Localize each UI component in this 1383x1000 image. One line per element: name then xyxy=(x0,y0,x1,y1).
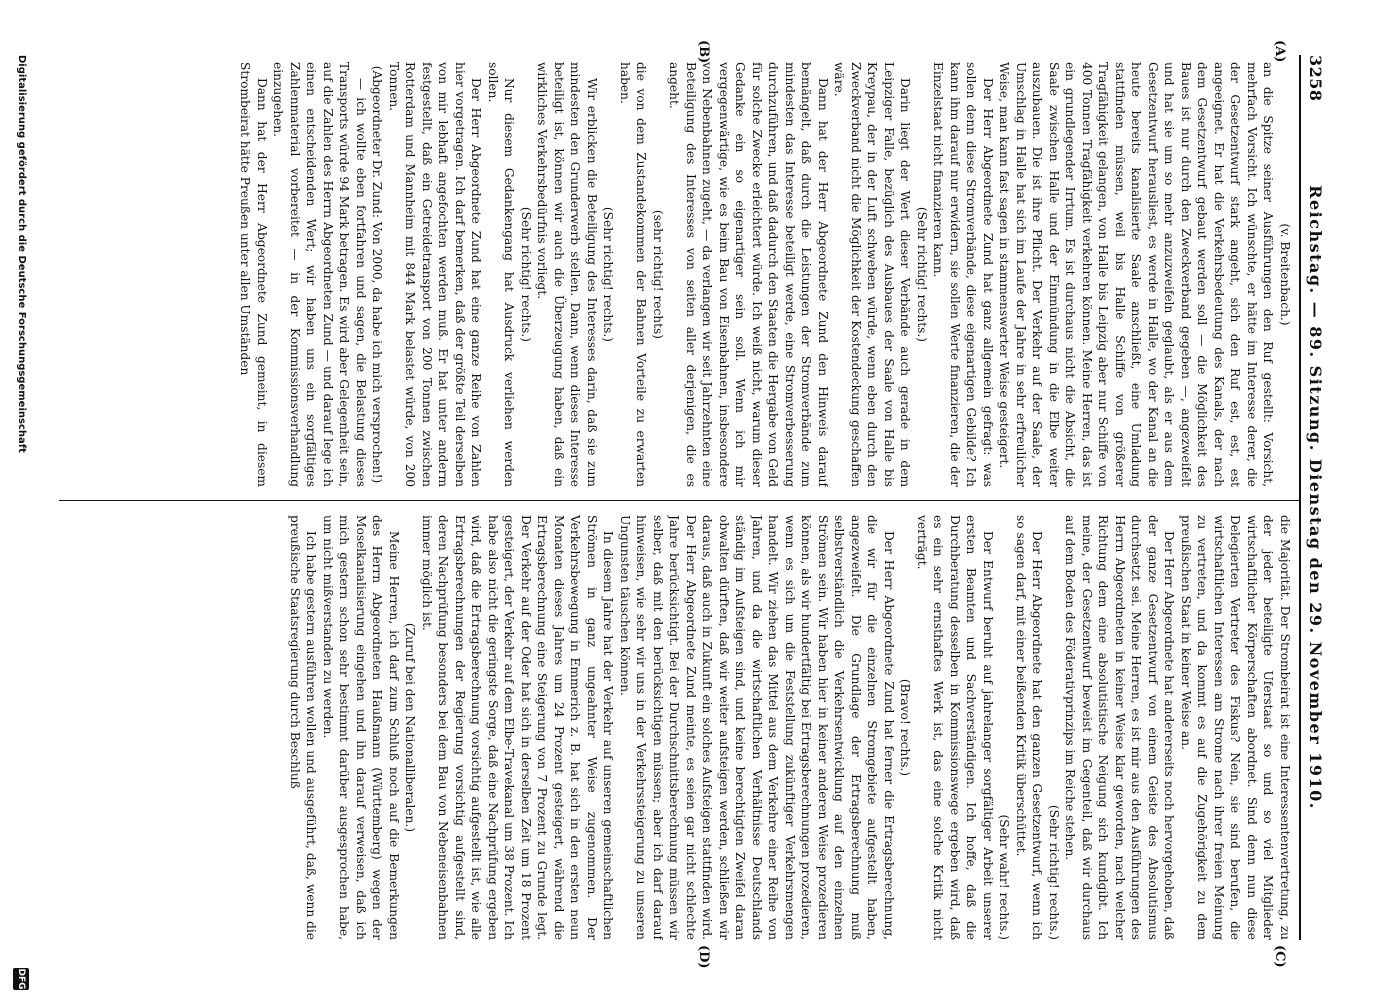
header-rule xyxy=(1299,55,1301,940)
page-header xyxy=(1303,55,1325,940)
interjection: (Sehr richtig! rechts.) xyxy=(519,206,533,343)
interjection: (Sehr richtig! rechts.) xyxy=(601,206,616,343)
paragraph: die Majorität. Der Strombeirat ist eine Interessentenvertretung, zu der jeder beteiligte Uferstaat so und so viel Mitglieder wirtschaftlicher Körperschaften abordnet. Sind denn nun diese Delegierten Vertreter des Fiskus? Nein, sie sind berufen, die wirtschaftlichen Interessen am Strome nach ihrer freien Meinung zu vertreten, und da kommt es auf die Zugehörigkeit zu dem preußischen Staat in keiner Weise an. xyxy=(1179,515,1292,940)
margin-mark-c: (C) xyxy=(1272,945,1287,968)
interjection: (Sehr richtig! rechts.) xyxy=(915,206,929,343)
paragraph: Der Herr Abgeordnete hat andererseits noch hervorgehoben, daß der ganze Gesetzentwurf von einem Geiste des Absolutismus durchsetzt sei. Meine Herren, es ist mir aus den Ausführungen des Herrn Abgeordneten in keiner Weise klar geworden, nach welcher Richtung dem eine absolutistische Neigung sich kundgibt. Ich meine, der Gesetzentwurf beweist im Gegenteil, daß wir durchaus auf dem Boden des Föderativprinzips im Reiche stehen. xyxy=(1063,515,1177,940)
margin-mark-b: (B) xyxy=(696,40,711,64)
paragraph: Darin liegt der Wert dieser Verbände auch gerade in dem Leipziger Falle, bezüglich des Ausbaues der Saale von Halle bis Kreypau, der in der Luft schweben würde, wenn eben durch den Zweckverband nicht die Möglichkeit der Kostendeckung geschaffen wäre. xyxy=(832,62,913,487)
page-number: 3258 xyxy=(1306,55,1325,102)
paragraph: Nur diesem Gedankengang hat Ausdruck verliehen werden sollen. xyxy=(486,62,517,487)
left-text-column xyxy=(63,62,1293,487)
paragraph: Ich habe gestern ausführen wollen und ausgeführt, daß, wenn die preußische Staatsregierung durch Beschluß xyxy=(288,515,319,940)
page-title: Reichstag. — 89. Sitzung. Dienstag den 29. November 1910. xyxy=(1306,185,1325,810)
right-text-column xyxy=(63,515,1293,940)
column-divider xyxy=(59,500,1299,501)
interjection: (Zuruf bei den Nationalliberalen.) xyxy=(403,622,418,833)
interjection: (Sehr richtig! rechts.) xyxy=(1047,804,1061,940)
paragraph: Meine Herren, ich darf zum Schluß noch auf die Bemerkungen des Herrn Abgeordneten Haußmann (Württemberg) wegen der Moselkanalisierung eingehen und ihn darauf verweisen, daß ich mich gestern schon sehr bestimmt darüber ausgesprochen habe, um nicht mißverstanden zu werden. xyxy=(321,515,401,940)
paragraph: Der Herr Abgeordnete Zund hat ferner die Ertragsberechnung, die wir für die einzelnen Stromgebiete aufgestellt haben, angezweifelt. Die Grundlage der Ertragsberechnung muß selbstverständlich die Verkehrsentwicklung auf den einzelnen Strömen sein. Wir haben hier in keiner anderen Weise prozedieren können, als wir hundertfältig bei Ertragsberechnungen prozedieren, wenn es sich um die Feststellung zukünftiger Verkehrsmengen handelt. Wir ziehen das Mittel aus dem Verkehre einer Reihe von Jahren, und da die wirtschaftlichen Verhältnisse Deutschlands ständig im Aufsteigen sind, und keine berechtigten Zweifel daran obwalten dürften, daß wir weiter aufsteigen werden, schließen wir daraus, daß auch in Zukunft ein solches Aufsteigen stattfinden wird. Der Herr Abgeordnete Zund meinte, es seien gar nicht schlechte Jahre berücksichtigt. Bei der Durchschnittsberechnung müssen wir selber, daß mit den berücksichtigen müssen; aber ich darf darauf hinweisen, wie sehr wir uns in der Verkehrssteigerung zu unseren Ungunsten täuschen können. xyxy=(618,515,896,940)
paragraph: — ich wollte eben fortfahren und sagen, die Belastung dieses Transports würde 94 Mark betragen. Es wird aber Gelegenheit sein, auf die Zahlen des Herrn Abgeordneten Zund — und darauf lege ich einen entscheidenden Wert; wir haben uns ein sorgfältiges Zahlenmaterial vorbereitet — in der Kommissionsverhandlung einzugehen. xyxy=(271,62,368,487)
paragraph: Wir erblicken die Beteiligung des Interesses darin, daß sie zum mindesten den Grunderwerb stellen. Dann, wenn dieses Interesse beteiligt ist, können wir auch die Überzeugung haben, daß ein wirkliches Verkehrsbedürfnis vorliegt. xyxy=(535,62,599,487)
paragraph: Der Entwurf beruht auf jahrelanger sorgfältiger Arbeit unserer ersten Beamten und Sachverständigen. Ich hoffe, daß die Durchberatung desselben in Kommissionswege ergeben wird, daß es ein sehr ernsthaftes Werk ist, das eine solche Kritik nicht verträgt. xyxy=(915,515,995,940)
margin-mark-a: (A) xyxy=(1272,40,1287,63)
margin-mark-d: (D) xyxy=(696,945,711,969)
paragraph: Der Herr Abgeordnete hat den ganzen Gesetzentwurf, wenn ich so sagen darf, mit einer beißenden Kritik überschüttet. xyxy=(1014,515,1045,940)
paragraph: die von dem Zustandekommen der Bahnen Vorteile zu erwarten haben. xyxy=(618,62,649,487)
speaker-heading: (v. Breitenbach.) xyxy=(1278,223,1292,326)
interjection: (sehr richtig! rechts) xyxy=(651,209,665,340)
paragraph: In diesem Jahre hat der Verkehr auf unseren gemeinschaftlichen Strömen in ganz ungeahnter Weise zugenommen. Der Verkehrsbewegung in Emmerich z. B. hat sich in den ersten neun Monaten dieses Jahres um 24 Prozent gesteigert, während die Ertragsberechnung eine Steigerung von 7 Prozent zu Grunde legt. Der Verkehr auf der Oder hat sich in derselben Zeit um 18 Prozent gesteigert, der Verkehr auf dem Elbe-Travekanal um 38 Prozent. Ich habe also nicht die geringste Sorge, daß eine Nachprüfung ergeben wird, daß die Ertragsberechnung vorsichtig aufgestellt ist, wie alle Ertragsberechnungen der Regierung vorsichtig aufgestellt sind, deren Nachprüfung besonders bei dem Bau von Nebeneisenbahnen immer möglich ist. xyxy=(420,515,616,940)
paragraph: Dann hat der Herr Abgeordnete Zund den Hinweis darauf bemängelt, daß durch die Leistungen der Stromverbände zum mindesten das Interesse beteiligt werde, eine Stromverbesserung durchzuführen, und daß dadurch den Staaten die Hergabe von Geld für solche Zwecke erleichtert würde. Ich weiß nicht, warum dieser Gedanke ein so eigenartiger sein soll. Wenn ich mir vergegenwärtige, wie es beim Bau von Eisenbahnen, insbesondere von Nebenbahnen zugeht, — da verlangen wir seit Jahrzehnten eine Beteiligung des Interesses von seiten aller derjenigen, die es angeht. xyxy=(667,62,830,487)
paragraph: Der Herr Abgeordnete Zund hat ganz allgemein gefragt: was sollen denn diese Stromverbände, diese eigenartigen Gebilde? Ich kann ihm darauf nur erwidern, sie sollen Werte finanzieren, die der Einzelstaat nicht finanzieren kann. xyxy=(931,62,995,487)
dfg-logo: DFG xyxy=(13,968,29,990)
interjection: (Sehr wahr! rechts.) xyxy=(997,814,1012,940)
paragraph: an die Spitze seiner Ausführungen den Ruf gestellt: Vorsicht, mehrfach Vorsicht. Ich wünschte, er hätte im Interesse derer, die der Gesetzentwurf stark angeht, sich den Ruf est, est, est angeeignet. Er hat die Verkehrsbedeutung des Kanals, der nach dem Gesetzentwurf gebaut werden soll — die Möglichkeit des Baues ist nur durch den Zweckverband gegeben —, angezweifelt und hat sie um so mehr anzuzweifeln geglaubt, als er aus dem Gesetzentwurf herausliest, es werde in Halle, wo der Kanal an die heute bereits kanalisierte Saale anschließt, eine Umladung stattfinden müssen, weil bis Halle Schiffe von größerer Tragfähigkeit gelangen, von Halle bis Leipzig aber nur Schiffe von 400 Tonnen Tragfähigkeit verkehren können. Meine Herren, das ist ein grundlegender Irrtum. Es ist durchaus nicht die Absicht, die Saale zwischen Halle und der Einmündung in die Elbe weiter auszubauen. Die ist ihre Pflicht. Der Verkehr auf der Saale, der Umschlag in Halle hat sich im Laufe der Jahre in sehr erfreulicher Weise, man kann fast sagen in stammenswerter Weise gesteigert. xyxy=(997,62,1276,487)
digitization-credit: Digitalisierung gefördert durch die Deutsche Forschungsgemeinschaft xyxy=(16,55,27,453)
paragraph: Der Herr Abgeordnete Zund hat eine ganze Reihe von Zahlen hier vorgetragen. Ich darf bemerken, daß der größte Teil derselben von mir lebhaft angefochten werden muß. Er hat unter anderm festgestellt, daß ein Getreidetransport von 200 Tonnen zwischen Rotterdam und Mannheim mit 844 Mark belastet würde, von 200 Tonnen. xyxy=(387,62,484,487)
interjection: (Abgeordneter Dr. Zund: Von 2000, da habe ich mich versprochen!) xyxy=(370,65,385,484)
paragraph: Dann hat der Herr Abgeordnete Zund gemeint, in diesem Strombeirat hätte Preußen unter allen Umständen xyxy=(238,62,269,487)
interjection: (Bravo! rechts.) xyxy=(898,678,913,777)
